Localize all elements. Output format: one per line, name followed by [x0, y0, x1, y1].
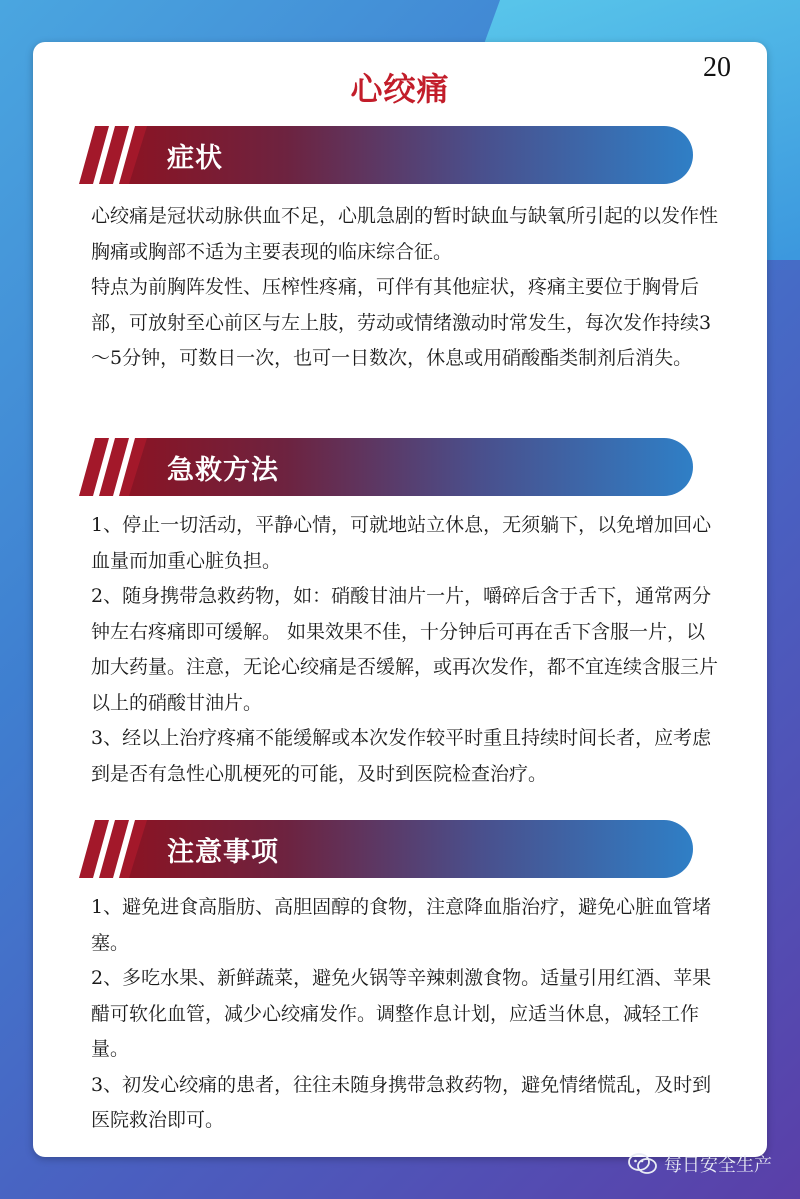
section-banner-symptoms [79, 126, 693, 184]
paragraph: 2、多吃水果、新鲜蔬菜，避免火锅等辛辣刺激食物。适量引用红酒、苹果醋可软化血管，减少心绞痛发作。调整作息计划，应适当休息，减轻工作量。 [91, 967, 712, 1060]
paragraph: 心绞痛是冠状动脉供血不足，心肌急剧的暂时缺血与缺氧所引起的以发作性胸痛或胸部不适为主要表现的临床综合征。 [91, 205, 719, 263]
content-card [33, 42, 767, 1157]
page-number: 20 [703, 52, 731, 83]
section-banner-precautions [79, 820, 693, 878]
page-title: 心绞痛 [350, 70, 450, 108]
watermark-text: 每日安全生产 [664, 1155, 772, 1176]
watermark [628, 1151, 772, 1177]
paragraph: 1、避免进食高脂肪、高胆固醇的食物，注意降血脂治疗，避免心脏血管堵塞。 [91, 896, 712, 954]
section-precautions [91, 890, 721, 1139]
paragraph: 3、经以上治疗疼痛不能缓解或本次发作较平时重且持续时间长者，应考虑到是否有急性心肌梗死的可能，及时到医院检查治疗。 [91, 727, 712, 785]
section-symptoms [91, 199, 721, 377]
section-heading: 症状 [167, 143, 223, 174]
paragraph: 3、初发心绞痛的患者，往往未随身携带急救药物，避免情绪慌乱，及时到医院救治即可。 [91, 1073, 712, 1131]
section-heading: 注意事项 [167, 837, 279, 868]
paragraph: 1、停止一切活动，平静心情，可就地站立休息，无须躺下，以免增加回心血量而加重心脏负担。 [91, 514, 712, 572]
section-heading: 急救方法 [167, 455, 279, 486]
section-first-aid [91, 508, 721, 792]
section-banner-first-aid [79, 438, 693, 496]
paragraph: 2、随身携带急救药物，如：硝酸甘油片一片，嚼碎后含于舌下，通常两分钟左右疼痛即可缓解。 如果效果不佳，十分钟后可再在舌下含服一片，以加大药量。注意，无论心绞痛是否缓解，或再次发作，都不宜连续含服三片以上的硝酸甘油片。 [91, 585, 719, 714]
paragraph: 特点为前胸阵发性、压榨性疼痛，可伴有其他症状，疼痛主要位于胸骨后部，可放射至心前区与左上肢，劳动或情绪激动时常发生，每次发作持续3～5分钟，可数日一次，也可一日数次，休息或用硝酸酯类制剂后消失。 [91, 276, 712, 369]
wechat-icon [628, 1152, 658, 1176]
